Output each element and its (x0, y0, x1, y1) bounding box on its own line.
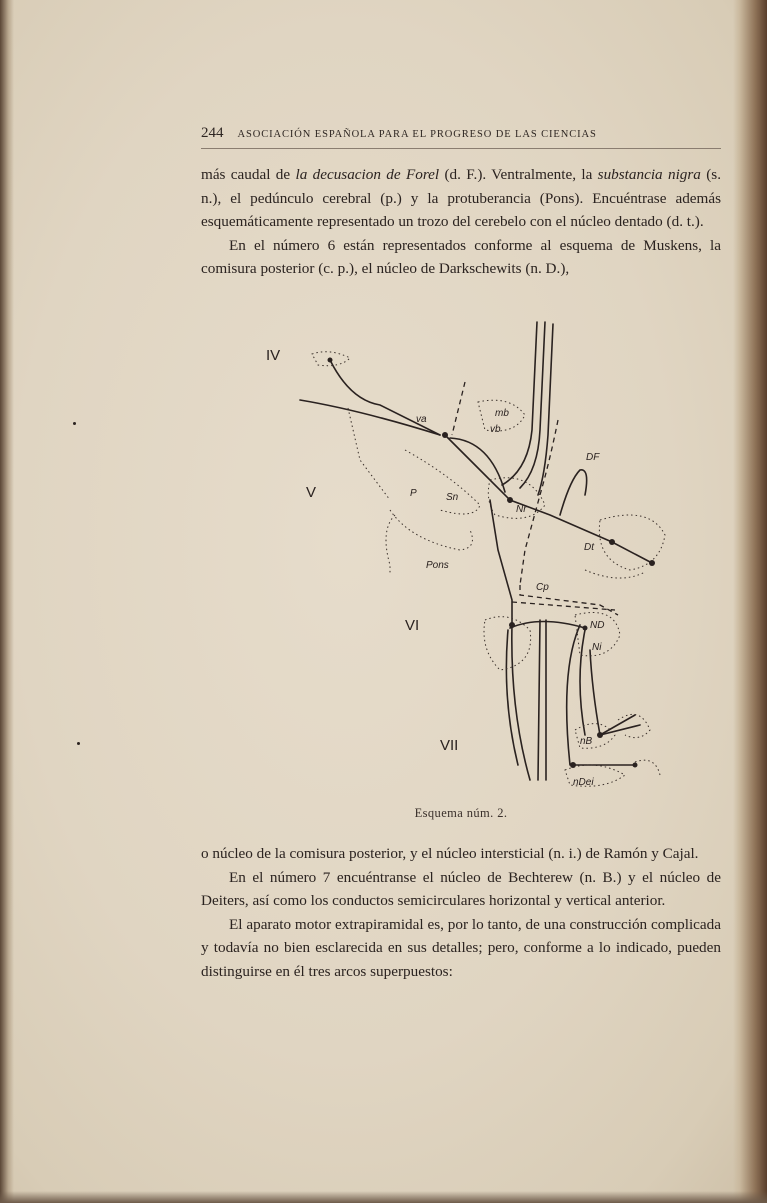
nucleus-dot (597, 732, 603, 738)
top-text-block (201, 163, 721, 281)
margin-speck (77, 742, 80, 745)
page-number: 244 (201, 125, 224, 141)
page-edge-bottom (0, 1191, 767, 1203)
label-dt: Dt (584, 542, 594, 553)
paragraph-muskens: En el número 6 están representados conforme al esquema de Muskens, la comisura posterior (c. p.), el núcleo de Darkschewits (n. D.), (201, 236, 721, 277)
tract-line (502, 322, 537, 485)
header-rule (201, 148, 721, 149)
fibre-line (600, 715, 635, 735)
fibre-line (445, 435, 652, 563)
label-iv: IV (266, 347, 281, 364)
paragraph-forel (201, 163, 721, 234)
label-nr: Nr (516, 504, 527, 515)
italic-term-nigra: substancia nigra (597, 166, 701, 183)
paragraph-extrapyramidal: El aparato motor extrapiramidal es, por lo tanto, de una construcción complicada y todavía no bien esclarecida en sus detalles; pero, conforme a lo indicado, pueden distinguirse en él tres arcos superpuestos: (201, 915, 721, 980)
fibre-line (580, 630, 585, 735)
label-p: P (410, 488, 417, 499)
bottom-text-block (201, 842, 721, 983)
region-outline-p (390, 510, 472, 550)
page-header (201, 125, 721, 142)
fibre-line (450, 438, 505, 492)
dashed-tract (512, 602, 615, 610)
paragraph-text: más caudal de (201, 166, 296, 183)
page-edge-left (0, 0, 14, 1203)
italic-term-forel: la decusacion de Forel (295, 166, 440, 183)
nucleus-dot (509, 622, 515, 628)
page-edge-right (733, 0, 767, 1203)
label-ni: Ni (592, 642, 602, 653)
fibre-line (538, 620, 540, 780)
paragraph-bechterew: En el número 7 encuéntranse el núcleo de Bechterew (n. B.) y el núcleo de Deiters, así como los conductos semicirculares horizontal y vertical anterior. (201, 868, 721, 909)
label-nb: nB (580, 736, 593, 747)
paragraph-cajal: o núcleo de la comisura posterior, y el núcleo intersticial (n. i.) de Ramón y Cajal. (201, 845, 699, 862)
region-outline-cerebellum (585, 570, 645, 578)
label-pons: Pons (426, 560, 449, 571)
nucleus-dot (442, 432, 448, 438)
diagram-svg (240, 310, 680, 800)
label-vii: VII (440, 737, 459, 754)
fibre-line (590, 650, 640, 735)
nucleus-dot (583, 626, 588, 631)
region-outline-va (348, 408, 390, 500)
label-nd: ND (590, 620, 605, 631)
nucleus-dot (633, 763, 638, 768)
nucleus-dot (609, 539, 615, 545)
nucleus-dot (649, 560, 655, 566)
margin-speck (73, 422, 76, 425)
paragraph-text: (s. n.), el pedúnculo cerebral (p.) y la protuberancia (Pons). Encuéntrase además esquemáticamente representado un trozo del cerebelo con el núcleo dentado (d. t.). (201, 166, 721, 230)
label-ndei: nDei (573, 777, 594, 788)
label-sn: Sn (446, 492, 459, 503)
label-vi: VI (405, 617, 420, 634)
fibre-line (510, 622, 585, 629)
paragraph-text: (d. F.). Ventralmente, la (439, 166, 598, 183)
running-head: ASOCIACIÓN ESPAÑOLA PARA EL PROGRESO DE LAS CIENCIAS (237, 129, 597, 140)
nucleus-dot (507, 497, 513, 503)
dashed-tract (520, 585, 618, 615)
fibre-line (560, 470, 587, 515)
fibre-line (567, 625, 580, 765)
label-mb: mb (495, 408, 509, 419)
label-v: V (306, 484, 317, 501)
neuro-diagram (240, 310, 680, 800)
fibre-line (512, 625, 530, 780)
nucleus-dot (570, 762, 576, 768)
label-va: va (416, 414, 427, 425)
region-outline-semicircular (635, 760, 660, 775)
nucleus-dot (328, 358, 333, 363)
label-vb: vb (490, 424, 501, 435)
label-cp: Cp (536, 582, 549, 593)
fibre-line (490, 500, 512, 625)
dashed-tract (452, 382, 465, 435)
figure-caption: Esquema núm. 2. (414, 806, 508, 820)
label-df: DF (586, 452, 600, 463)
region-outline-pons (386, 515, 395, 575)
